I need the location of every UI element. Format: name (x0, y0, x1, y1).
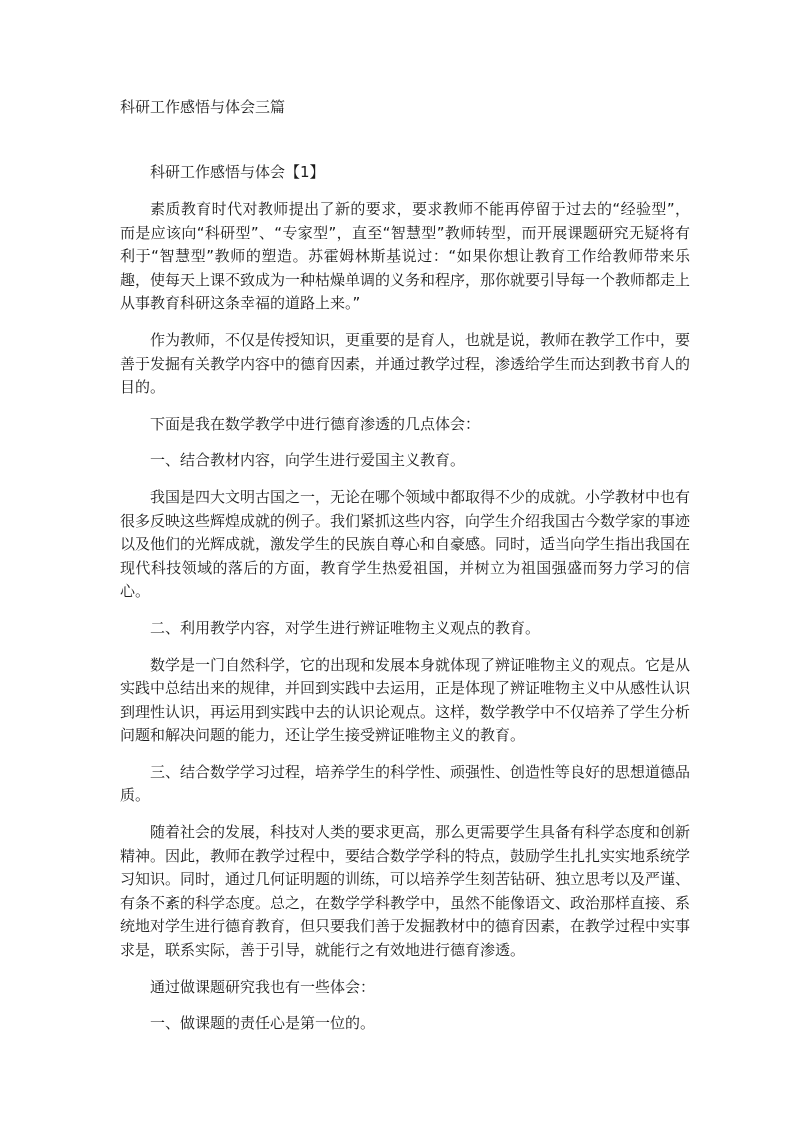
paragraph: 一、结合教材内容，向学生进行爱国主义教育。 (150, 451, 466, 470)
section-heading: 科研工作感悟与体会【1】 (150, 163, 325, 181)
paragraph: 随着社会的发展，科技对人类的要求更高，那么更需要学生具备有科学态度和创新精神。因此，教师在教学过程中，要结合数学学科的特点，鼓励学生扎扎实实地系统学习知识。同时，通过几何证明题的训练，可以培养学生刻苦钻研、独立思考以及严谨、有条不紊的科学态度。总之，在数学学科教学中，虽然不能像语文、政治那样直接、系统地对学生进行德育教育，但只要我们善于发掘教材中的德育因素，在教学过程中实事求是，联系实际，善于引导，就能行之有效地进行德育渗透。 (120, 823, 691, 960)
paragraph: 三、结合数学学习过程，培养学生的科学性、顽强性、创造性等良好的思想道德品质。 (120, 762, 691, 805)
paragraph: 我国是四大文明古国之一，无论在哪个领域中都取得不少的成就。小学教材中也有很多反映这些辉煌成就的例子。我们紧抓这些内容，向学生介绍我国古今数学家的事迹以及他们的光辉成就，激发学生的民族自尊心和自豪感。同时，适当向学生指出我国在现代科技领域的落后的方面，教育学生热爱祖国，并树立为祖国强盛而努力学习的信心。 (120, 487, 691, 601)
document-body (120, 160, 690, 1049)
paragraph: 下面是我在数学教学中进行德育渗透的几点体会： (150, 414, 481, 433)
paragraph: 一、做课题的责任心是第一位的。 (150, 1014, 376, 1033)
paragraph: 作为教师，不仅是传授知识，更重要的是育人，也就是说，教师在教学工作中，要善于发掘有关教学内容中的德育因素，并通过教学过程，渗透给学生而达到教书育人的目的。 (120, 330, 691, 397)
paragraph: 素质教育时代对教师提出了新的要求，要求教师不能再停留于过去的“经验型”，而是应该向“科研型”、“专家型”，直至“智慧型”教师转型，而开展课题研究无疑将有利于“智慧型”教师的塑造。苏霍姆林斯基说过：“如果你想让教育工作给教师带来乐趣，使每天上课不致成为一种枯燥单调的义务和程序，那你就要引导每一个教师都走上从事教育科研这条幸福的道路上来。” (120, 200, 691, 313)
paragraph: 通过做课题研究我也有一些体会： (150, 977, 376, 996)
document-title: 科研工作感悟与体会三篇 (120, 98, 286, 116)
paragraph: 二、利用教学内容，对学生进行辨证唯物主义观点的教育。 (150, 618, 541, 637)
paragraph: 数学是一门自然科学，它的出现和发展本身就体现了辨证唯物主义的观点。它是从实践中总结出来的规律，并回到实践中去运用，正是体现了辨证唯物主义中从感性认识到理性认识，再运用到实践中去的认识论观点。这样，数学教学中不仅培养了学生分析问题和解决问题的能力，还让学生接受辨证唯物主义的教育。 (120, 655, 691, 745)
